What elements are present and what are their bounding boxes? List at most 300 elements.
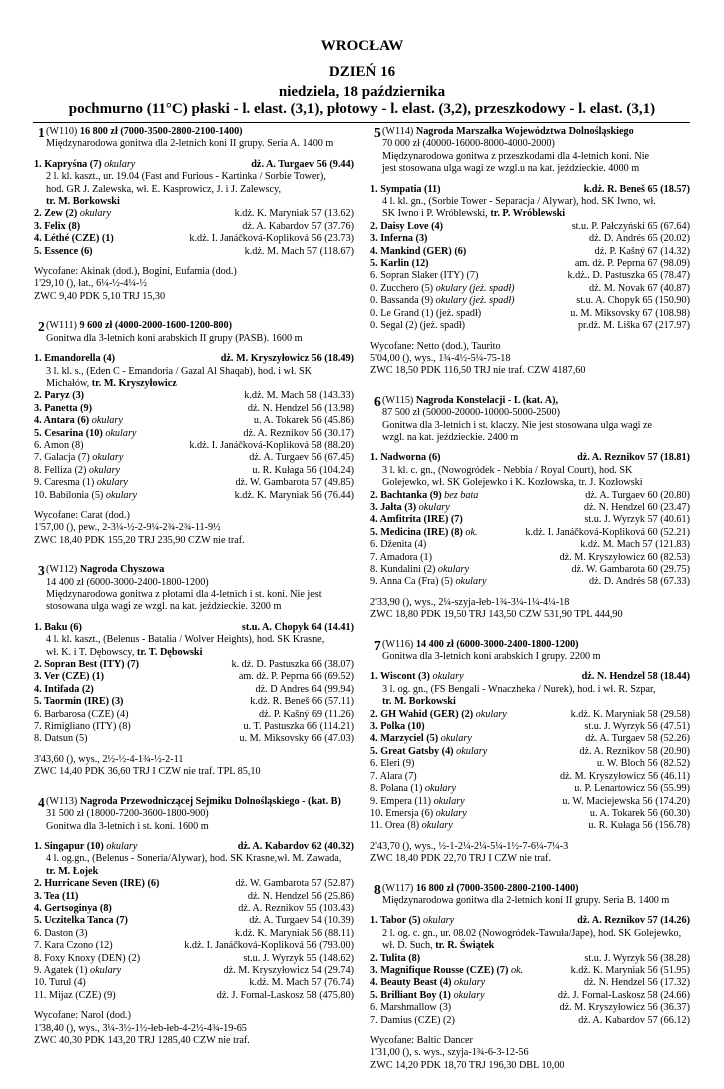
- race-title: (W112) Nagroda Chyszowa: [46, 564, 165, 576]
- horse-entry: [34, 965, 121, 977]
- race-result-footer: Wycofane: Netto (dod.), Taurito: [370, 340, 501, 352]
- winner-name: [34, 841, 137, 853]
- winner-details: 4 l. og.gn., (Belenus - Soneria/Alywar), hod. SK Krasne,wł. M. Zawada,: [46, 853, 342, 865]
- horse-entry: [370, 539, 426, 551]
- equipment: okulary: [79, 208, 111, 220]
- placing-row: [34, 684, 354, 696]
- race-header: [34, 564, 354, 614]
- jockey: dż. M. Kryszyłowicz 54 (29.74): [223, 964, 354, 976]
- horse-name: Léthé (CZE) (1): [44, 233, 114, 245]
- race-result-footer: 2'33,90 (), wys., 2¼-szyja-łeb-1¾-3¼-1¼-4¼-18: [370, 596, 570, 608]
- horse-entry: [34, 709, 128, 721]
- horse-entry: [34, 878, 159, 890]
- place-number: 6.: [370, 539, 381, 551]
- trainer: tr. T. Dębowski: [136, 646, 203, 658]
- horse-entry: [34, 221, 80, 233]
- equipment: okulary: [92, 452, 124, 464]
- placing-row: [34, 659, 354, 671]
- placing-row: [34, 403, 354, 415]
- race-description: Międzynarodowa gonitwa dla 2-letnich koni II grupy. Seria B. 1400 m: [382, 894, 670, 906]
- jockey: st.u. J. Wyrzyk 57 (40.61): [584, 514, 690, 526]
- winner-jockey: dż. A. Kabardov 62 (40.32): [237, 840, 354, 852]
- race-name: 16 800 zł (7000-3500-2800-2100-1400): [79, 126, 243, 137]
- race-result-footer: Wycofane: Baltic Dancer: [370, 1035, 473, 1046]
- horse-entry: [370, 990, 485, 1002]
- horse-entry: [34, 452, 123, 464]
- race-result-footer: ZWC 9,40 PDK 5,10 TRJ 15,30: [34, 290, 166, 302]
- horse-name: Mijaz (CZE) (9): [48, 989, 116, 1001]
- race-description: 87 500 zł (50000-20000-10000-5000-2500): [382, 407, 560, 419]
- horse-name: Babilonia (5): [49, 489, 104, 501]
- equipment: okulary: [456, 745, 488, 757]
- winner-row: [370, 184, 690, 196]
- horse-entry: [34, 696, 123, 708]
- race-header: [34, 126, 354, 151]
- horse-entry: [370, 320, 465, 332]
- race-name: Nagroda Przewodniczącej Sejmiku Dolnośląskiego - (kat. B): [79, 795, 341, 807]
- jockey: st.u. A. Chopyk 65 (150.90): [576, 295, 690, 307]
- race-block: [34, 564, 354, 779]
- place-number: 10.: [34, 977, 50, 989]
- equipment: okulary: [475, 708, 507, 720]
- placing-row: [34, 233, 354, 245]
- placing-row: [370, 514, 690, 526]
- placing-row: [370, 990, 690, 1002]
- equipment: okulary: [88, 464, 121, 476]
- winner-details: SK Iwno i P. Wróblewski, tr. P. Wróblewski: [382, 208, 566, 220]
- horse-entry: [370, 783, 456, 795]
- place-number: 5.: [370, 526, 381, 538]
- race-block: [34, 796, 354, 1048]
- spacer: [370, 1027, 690, 1035]
- placing-row: [34, 928, 354, 940]
- placing-row: [34, 671, 354, 683]
- place-number: 3.: [34, 220, 45, 232]
- place-number: 1.: [370, 671, 381, 683]
- winner-name: [370, 452, 440, 464]
- winner-details: 3 l. og. gn., (FS Bengali - Wnaczheka / Nurek), hod. i wł. R. Szpar,: [382, 683, 656, 695]
- spacer: [370, 663, 690, 671]
- race-number: 7: [374, 637, 381, 653]
- jockey: dż. P. Kašný 69 (11.26): [259, 708, 354, 720]
- jockey: dż. A. Reznikov 55 (103.43): [238, 902, 354, 914]
- placing-row: [370, 783, 690, 795]
- race-description: stosowana ulga wagi ze wzgl. na kat. jeździeckie. 3200 m: [46, 601, 282, 613]
- place-number: 2.: [370, 489, 381, 501]
- equipment: okulary: [96, 477, 128, 489]
- race-number: 3: [38, 563, 45, 579]
- jockey: k.dż. K. Maryniak 56 (88.11): [234, 927, 354, 939]
- placing-row: [34, 452, 354, 464]
- horse-name: Taormin (IRE) (3): [44, 696, 124, 708]
- horse-name: Galacja (7): [44, 452, 90, 464]
- horse-entry: [370, 502, 450, 514]
- race-result-footer: ZWC 14,20 PDK 18,70 TRJ 196,30 DBL 10,00: [370, 1059, 565, 1071]
- jockey: u. P. Lenartowicz 56 (55.99): [574, 783, 690, 795]
- placing-row: [370, 283, 690, 295]
- equipment: okulary: [455, 576, 487, 588]
- placing-row: [370, 977, 690, 989]
- horse-entry: [370, 246, 466, 258]
- spacer: [34, 746, 354, 754]
- jockey: dż. M. Kryszyłowicz 60 (82.53): [559, 551, 690, 563]
- place-number: 3.: [34, 402, 45, 414]
- place-number: 4.: [370, 514, 380, 526]
- placing-row: [34, 977, 354, 989]
- place-number: 2.: [370, 708, 381, 720]
- race-result-footer: ZWC 18,40 PDK 155,20 TRJ 235,90 CZW nie traf.: [34, 534, 245, 546]
- placing-row: [34, 465, 354, 477]
- jockey: dż. D Andres 64 (99.94): [255, 683, 354, 695]
- place-number: 6.: [34, 927, 45, 939]
- place-number: 7.: [370, 770, 380, 782]
- jockey: st.u. J. Wyrzyk 56 (38.28): [584, 952, 690, 964]
- horse-name: Amadora (1): [379, 551, 432, 563]
- horse-entry: [370, 258, 429, 270]
- horse-entry: [370, 270, 478, 282]
- horse-entry: [34, 428, 136, 440]
- race-result-footer: 3'43,60 (), wys., 2½-½-4-1¾-½-2-11: [34, 753, 184, 765]
- equipment: okulary: [440, 733, 472, 745]
- horse-name: Singapur (10): [44, 840, 104, 852]
- place-number: 6.: [370, 1002, 381, 1014]
- place-number: 5.: [370, 258, 381, 270]
- equipment: okulary: [90, 964, 122, 976]
- horse-name: Medicina (IRE) (8): [380, 526, 463, 538]
- horse-entry: [370, 527, 478, 539]
- horse-name: Essence (6): [44, 245, 93, 257]
- horse-entry: [370, 721, 425, 733]
- place-number: 2.: [370, 952, 381, 964]
- place-number: 6.: [370, 270, 381, 282]
- horse-name: Marzyciel (5): [380, 733, 439, 745]
- place-number: 8.: [34, 733, 45, 745]
- horse-name: Bassanda (9): [380, 295, 434, 307]
- place-number: 11.: [370, 820, 385, 832]
- race-number: 8: [374, 881, 381, 897]
- placing-row: [370, 746, 690, 758]
- horse-entry: [34, 721, 131, 733]
- horse-name: Wiscont (3): [380, 671, 430, 683]
- spacer: [34, 833, 354, 841]
- race-description: Międzynarodowa gonitwa dla 2-letnich koni II grupy. Seria A. 1400 m: [46, 138, 334, 150]
- place-number: 0.: [370, 320, 381, 332]
- jockey: k.dż.. D. Pastuszka 65 (78.47): [567, 270, 690, 282]
- jockey: k.dż. M. Mach 57 (76.74): [249, 977, 354, 989]
- race-number: 4: [38, 794, 45, 810]
- placing-row: [34, 246, 354, 258]
- race-result-footer: 1'31,00 (), s. wys., szyja-1¾-6-3-12-56: [370, 1047, 529, 1059]
- winner-jockey: k.dż. R. Beneš 65 (18.57): [583, 183, 690, 195]
- winner-name: [370, 184, 440, 196]
- jockey: k. dż. D. Pastuszka 66 (38.07): [231, 659, 354, 671]
- horse-entry: [370, 490, 478, 502]
- horse-name: Brilliant Boy (1): [380, 989, 451, 1001]
- place-number: 2.: [370, 220, 381, 232]
- equipment: okulary (jeż. spadł): [435, 282, 515, 294]
- spacer: [34, 151, 354, 159]
- race-name: 16 800 zł (7000-3500-2800-2100-1400): [415, 882, 579, 894]
- winner-details: 2 l. og. c. gn., ur. 08.02 (Nowogródek-Tawuła/Jape), hod. SK Golejewko,: [382, 927, 682, 939]
- horse-name: Daisy Love (4): [380, 220, 444, 232]
- placing-row: [34, 940, 354, 952]
- place-number: 2.: [34, 390, 45, 402]
- jockey: dż. N. Hendzel 56 (25.86): [247, 890, 354, 902]
- horse-entry: [370, 820, 453, 832]
- place-number: 2.: [34, 878, 45, 890]
- place-number: 4.: [34, 415, 44, 427]
- horse-name: Antara (6): [43, 415, 90, 427]
- winner-name: [34, 159, 135, 171]
- horse-entry: [34, 246, 93, 258]
- winner-details: wł. K. i T. Dębowscy, tr. T. Dębowski: [46, 646, 203, 658]
- spacer: [34, 1002, 354, 1010]
- equipment: okulary: [105, 489, 137, 501]
- winner-jockey: dż. M. Kryszyłowicz 56 (18.49): [220, 353, 354, 365]
- horse-entry: [370, 295, 515, 307]
- race-number: 2: [38, 319, 45, 335]
- race-description: Międzynarodowa gonitwa z płotami dla 4-letnich i st. koni. Nie jest: [46, 589, 322, 600]
- place-number: 8.: [34, 952, 45, 964]
- horse-name: Alara (7): [379, 770, 417, 782]
- place-number: 3.: [370, 964, 381, 976]
- jockey: dż. M. Novak 67 (40.87): [588, 282, 690, 294]
- horse-name: Emandorella (4): [44, 353, 116, 365]
- jockey: st.u. J. Wyrzyk 56 (47.51): [584, 721, 690, 733]
- equipment: okulary: [421, 820, 453, 832]
- placing-row: [34, 953, 354, 965]
- placing-row: [370, 709, 690, 721]
- placing-row: [370, 771, 690, 783]
- equipment: okulary: [433, 795, 465, 807]
- race-block: [370, 126, 690, 378]
- race-title: (W117) 16 800 zł (7000-3500-2800-2100-1400): [382, 882, 579, 894]
- horse-entry: [34, 415, 123, 427]
- race-title: (W113) Nagroda Przewodniczącej Sejmiku Dolnośląskiego - (kat. B): [46, 795, 341, 807]
- conditions-heading: pochmurno (11°C) płaski - l. elast. (3,1), płotowy - l. elast. (3,2), przeszkodowy - l. elast. (3,1): [68, 101, 656, 117]
- placing-row: [34, 477, 354, 489]
- winner-details: Michałów, tr. M. Kryszyłowicz: [46, 377, 177, 389]
- equipment: okulary: [91, 415, 123, 427]
- race-name: Nagroda Chyszowa: [79, 564, 165, 576]
- horse-entry: [34, 684, 94, 696]
- placing-row: [34, 221, 354, 233]
- horse-name: Intifada (2): [44, 683, 94, 695]
- jockey: k.dż. K. Maryniak 58 (29.58): [570, 708, 690, 720]
- placing-row: [370, 233, 690, 245]
- placing-row: [34, 428, 354, 440]
- horse-name: Cesarina (10): [44, 427, 103, 439]
- place-number: 7.: [34, 452, 45, 464]
- race-number: 1: [38, 125, 45, 140]
- place-number: 6.: [34, 708, 45, 720]
- left-column: [34, 126, 354, 1064]
- placing-row: [370, 564, 690, 576]
- place-number: 1.: [370, 183, 381, 195]
- race-name: Nagroda Marszałka Województwa Dolnośląskiego: [415, 126, 634, 137]
- placing-row: [34, 903, 354, 915]
- horse-name: Amon (8): [43, 439, 84, 451]
- place-number: 5.: [34, 245, 45, 257]
- race-description: 14 400 zł (6000-3000-2400-1800-1200): [46, 576, 209, 588]
- horse-name: Sopran Slaker (ITY) (7): [380, 270, 479, 282]
- jockey: dż. A. Reznikov 56 (30.17): [243, 427, 354, 439]
- spacer: [34, 345, 354, 353]
- place-number: 6.: [370, 758, 381, 770]
- horse-name: Sympatia (11): [380, 183, 441, 195]
- horse-entry: [370, 564, 469, 576]
- place-number: 3.: [370, 721, 381, 733]
- horse-entry: [370, 283, 515, 295]
- placing-row: [370, 221, 690, 233]
- race-result-footer: ZWC 40,30 PDK 143,20 TRJ 1285,40 CZW nie traf.: [34, 1035, 250, 1046]
- winner-jockey: st.u. A. Chopyk 64 (14.41): [241, 621, 354, 633]
- place-number: 9.: [34, 964, 44, 976]
- horse-name: Tabor (5): [380, 915, 421, 927]
- horse-name: Polana (1): [380, 783, 423, 795]
- placing-row: [370, 820, 690, 832]
- race-description: Gonitwa dla 3-letnich koni arabskich II grupy (PASB). 1600 m: [46, 332, 303, 344]
- race-number: 5: [374, 125, 381, 140]
- horse-name: Paryz (3): [44, 390, 85, 402]
- jockey: u. W. Maciejewska 56 (174.20): [562, 795, 690, 807]
- race-result-footer: 2'43,70 (), wys., ½-1-2¼-2¼-5¼-1½-7-6¼-7¼-3: [370, 840, 569, 852]
- horse-name: Hurricane Seven (IRE) (6): [44, 878, 160, 890]
- horse-entry: [34, 233, 114, 245]
- jockey: st.u. P. Pałczyński 65 (67.64): [571, 220, 690, 232]
- winner-details: 4 l. kl. gn., (Sorbie Tower - Separacja / Alywar), hod. SK Iwno, wł.: [382, 196, 656, 208]
- winner-details: 4 l. kl. kaszt., (Belenus - Batalia / Wolver Heights), hod. SK Krasne,: [46, 634, 325, 646]
- place-number: 4.: [370, 733, 381, 745]
- placing-row: [370, 270, 690, 282]
- winner-name: [34, 622, 82, 634]
- placing-row: [34, 709, 354, 721]
- horse-name: Barbarosa (CZE) (4): [44, 708, 129, 720]
- jockey: dż. N. Hendzel 56 (13.98): [247, 402, 354, 414]
- jockey: pr.dż. M. Liška 67 (217.97): [577, 320, 690, 332]
- race-name: Nagroda Konstelacji - L (kat. A),: [415, 394, 559, 406]
- winner-row: [370, 915, 690, 927]
- jockey: u. T. Pastuszka 66 (114.21): [243, 721, 354, 733]
- winner-details: wł. D. Such, tr. R. Świątek: [382, 940, 495, 952]
- placing-row: [34, 891, 354, 903]
- spacer: [34, 502, 354, 510]
- placing-row: [370, 539, 690, 551]
- jockey: dż. J. Fornal-Laskosz 58 (475.80): [216, 989, 354, 1001]
- placing-row: [370, 796, 690, 808]
- place-number: 7.: [34, 721, 45, 733]
- race-description: 70 000 zł (40000-16000-8000-4000-2000): [382, 138, 555, 150]
- race-name: 14 400 zł (6000-3000-2400-1800-1200): [415, 638, 579, 650]
- equipment: okulary: [104, 158, 136, 170]
- spacer: [370, 444, 690, 452]
- date-heading: niedziela, 18 października: [278, 84, 446, 100]
- jockey: k.dż. I. Janáčková-Kopliková 58 (88.20): [189, 439, 354, 451]
- horse-entry: [34, 477, 128, 489]
- horse-entry: [370, 1002, 451, 1014]
- race-description: Gonitwa dla 3-letnich koni arabskich I grupy. 2200 m: [382, 651, 601, 663]
- place-number: 2.: [34, 208, 45, 220]
- header-rule: [33, 122, 690, 123]
- right-column: [370, 126, 690, 1089]
- winner-details: Golejewko, wł. SK Golejewko i K. Kozłowska, tr. J. Kozłowski: [382, 477, 643, 489]
- trainer: tr. M. Borkowski: [382, 696, 456, 708]
- horse-name: Magnifique Rousse (CZE) (7): [380, 964, 509, 976]
- jockey: k.dż. R. Beneš 66 (57.11): [250, 696, 354, 708]
- horse-entry: [34, 915, 128, 927]
- place-number: 5.: [34, 915, 45, 927]
- race-result-footer: 5'04,00 (), wys., 1¾-4½-5¼-75-18: [370, 352, 511, 364]
- place-number: 7.: [370, 1014, 381, 1026]
- horse-entry: [34, 928, 87, 940]
- jockey: u. R. Kułaga 56 (156.78): [588, 820, 690, 832]
- winner-details: 3 l. kl. c. gn., (Nowogródek - Nebbia / Royal Court), hod. SK: [382, 464, 633, 476]
- race-header: [370, 395, 690, 445]
- horse-name: Karlin (12): [380, 258, 429, 270]
- place-number: 0.: [370, 282, 381, 294]
- horse-name: Inferna (3): [380, 233, 428, 245]
- jockey: u. A. Tokarek 56 (45.86): [253, 415, 354, 427]
- horse-name: Gertsoginya (8): [44, 902, 112, 914]
- day-heading: DZIEŃ 16: [328, 64, 396, 80]
- horse-entry: [34, 940, 113, 952]
- horse-entry: [34, 903, 112, 915]
- horse-entry: [34, 733, 87, 745]
- race-result-footer: ZWC 18,40 PDK 22,70 TRJ I CZW nie traf.: [370, 853, 552, 865]
- placing-row: [34, 721, 354, 733]
- placing-row: [34, 965, 354, 977]
- place-number: 1.: [34, 158, 45, 170]
- horse-entry: [370, 771, 417, 783]
- placing-row: [370, 965, 690, 977]
- horse-name: Eleri (9): [380, 758, 415, 770]
- horse-name: Rimigliano (ITY) (8): [44, 721, 131, 733]
- horse-name: Emersja (6): [385, 807, 434, 819]
- jockey: dż. N. Hendzel 56 (17.32): [583, 977, 690, 989]
- spacer: [370, 589, 690, 597]
- place-number: 5.: [370, 989, 381, 1001]
- race-header: [370, 126, 690, 176]
- horse-name: Kapryśna (7): [44, 158, 102, 170]
- trainer: tr. M. Borkowski: [46, 196, 120, 208]
- race-block: [370, 883, 690, 1073]
- race-header: [370, 883, 690, 908]
- horse-name: Turul (4): [49, 977, 86, 989]
- placing-row: [370, 758, 690, 770]
- horse-name: Segal (2) (jeż. spadł): [380, 320, 466, 332]
- placing-row: [34, 696, 354, 708]
- jockey: k.dż. I. Janáčková-Kopliková 56 (23.73): [189, 233, 354, 245]
- horse-name: Polka (10): [380, 721, 425, 733]
- place-number: 5.: [370, 745, 381, 757]
- placing-row: [370, 1015, 690, 1027]
- horse-name: Le Grand (1) (jeż. spadł): [380, 307, 482, 319]
- winner-name: [370, 915, 454, 927]
- equipment: okulary: [435, 807, 467, 819]
- horse-entry: [370, 758, 414, 770]
- jockey: dż. D. Andrés 58 (67.33): [588, 576, 690, 588]
- spacer: [370, 833, 690, 841]
- horse-name: Foxy Knoxy (DEN) (2): [44, 952, 141, 964]
- equipment: okulary: [432, 671, 464, 683]
- horse-entry: [34, 440, 84, 452]
- horse-entry: [370, 576, 487, 588]
- race-block: [34, 320, 354, 547]
- horse-name: Datsun (5): [44, 733, 88, 745]
- race-title: (W111) 9 600 zł (4000-2000-1600-1200-800): [46, 320, 232, 332]
- equipment: okulary (jeż. spadł): [435, 295, 515, 307]
- place-number: 1.: [34, 353, 45, 365]
